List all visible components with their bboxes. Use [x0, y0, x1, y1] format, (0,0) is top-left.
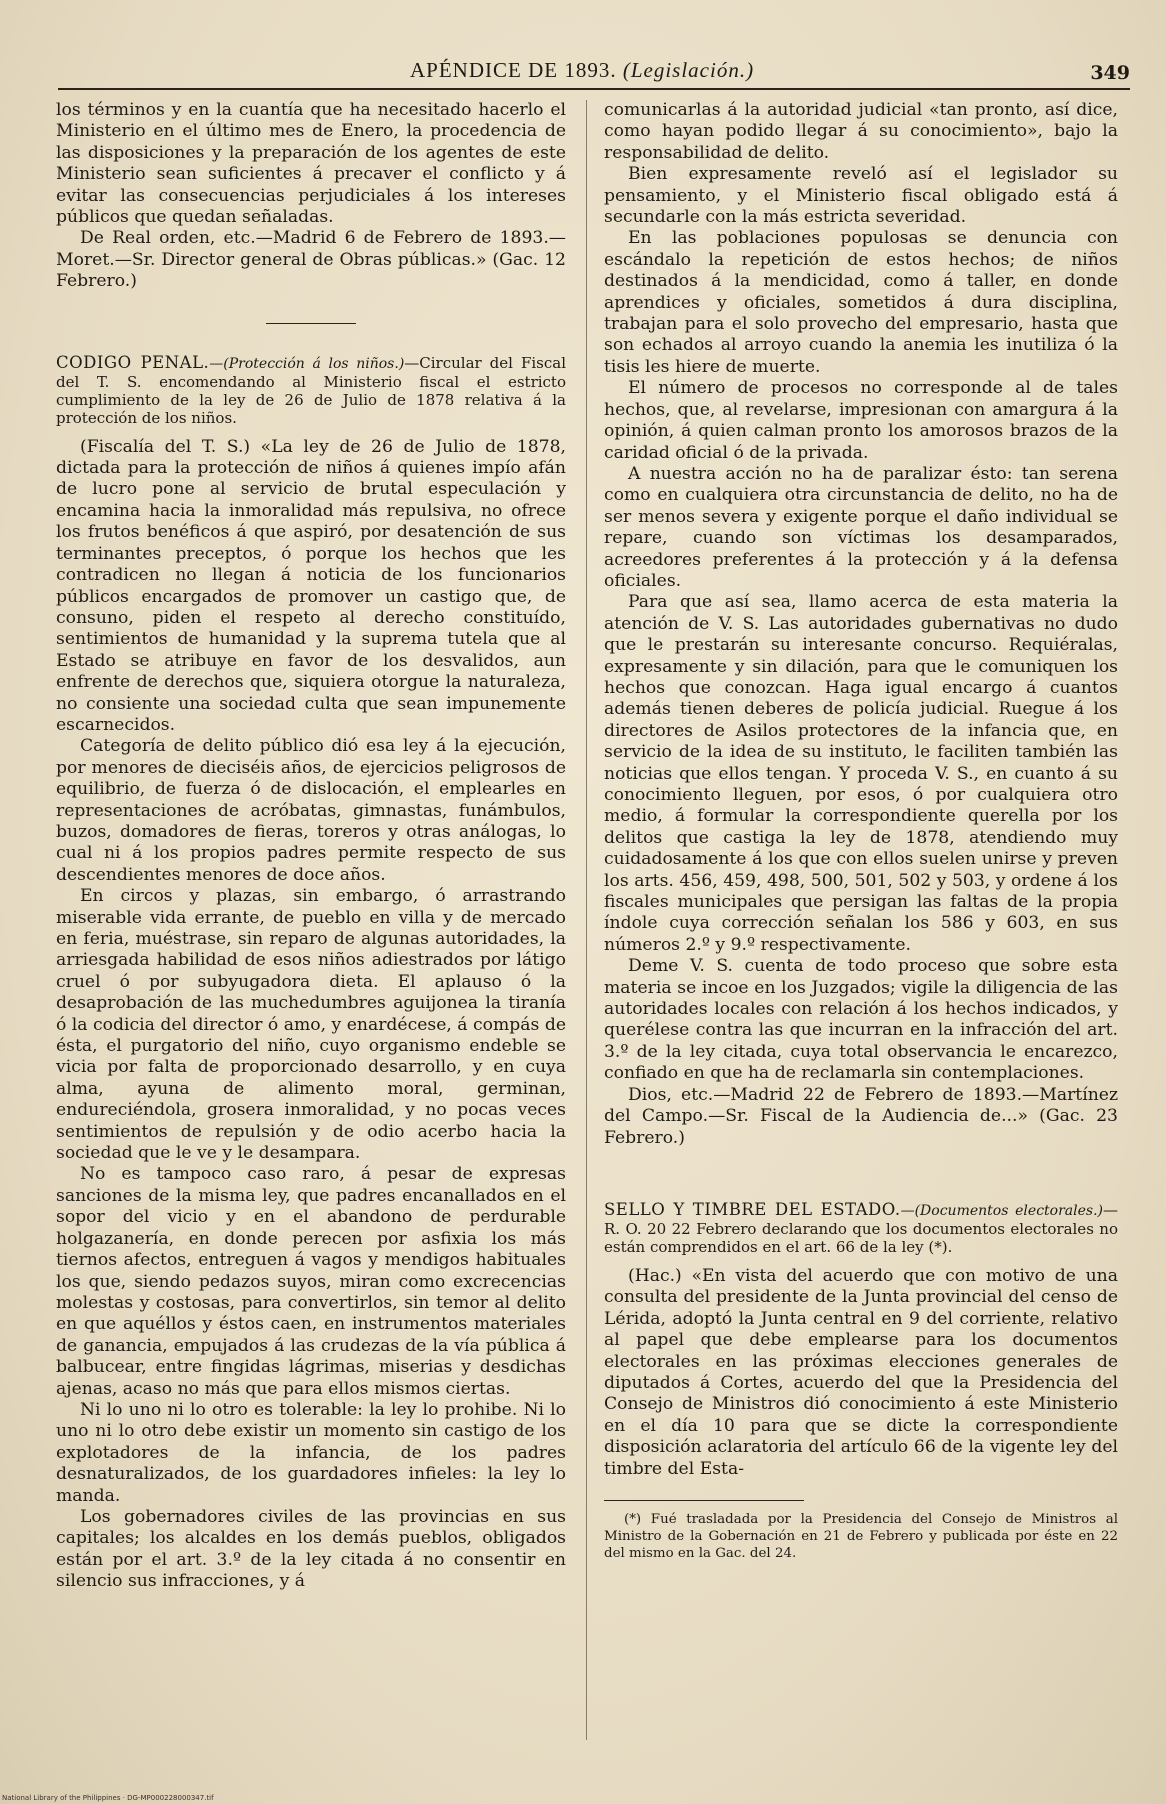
section-separator — [266, 323, 356, 324]
scan-attribution: National Library of the Philippines · DG-MP000228000347.tif — [2, 1794, 214, 1802]
paragraph: No es tampoco caso raro, á pesar de expresas sanciones de la misma ley, que padres encanallados en el sopor del vicio y en el abandono de perdurable holgazanería, en donde perecen por asfixia los más tiernos afectos, entreguen á vagos y mendigos habituales los que, siendo pedazos suyos, miran como excrecencias molestas y costosas, para convertirlos, sin temor al delito en que aquéllos y éstos caen, en instrumentos materiales de ganancia, empujados á las crudezas de la vía pública á balbucear, entre fingidas lágrimas, miserias y desdichas ajenas, acaso no más que para ellos mismos ciertas. — [56, 1164, 566, 1399]
paragraph: Bien expresamente reveló así el legislador su pensamiento, y el Ministerio fiscal obligado está á secundarle con la más estricta severidad. — [604, 164, 1118, 228]
paragraph: los términos y en la cuantía que ha necesitado hacerlo el Ministerio en el último mes de Enero, la procedencia de las disposiciones y la preparación de los agentes de este Ministerio sean suficientes á precaver el conflicto y á evitar las consecuencias perjudiciales á los intereses públicos que quedan señaladas. — [56, 100, 566, 228]
paragraph: En las poblaciones populosas se denuncia con escándalo la repetición de estos hechos; de niños destinados á la mendicidad, como á taller, en donde aprendices y oficiales, sometidos á dura disciplina, trabajan para el solo provecho del empresario, hasta que son echados al arroyo cuando la anemia les inutiliza ó la tisis les hiere de muerte. — [604, 228, 1118, 377]
header-rule — [58, 88, 1130, 90]
left-column — [56, 100, 566, 1593]
column-divider — [586, 100, 587, 1740]
paragraph: Dios, etc.—Madrid 22 de Febrero de 1893.—Martínez del Campo.—Sr. Fiscal de la Audiencia de...» (Gac. 23 Febrero.) — [604, 1084, 1118, 1148]
paragraph: Deme V. S. cuenta de todo proceso que sobre esta materia se incoe en los Juzgados; vigile la diligencia de las autoridades locales con relación á los hechos indicados, y querélese contra las que incurran en la infracción del art. 3.º de la ley citada, cuya total observancia le encarezco, confiado en que ha de reclamarla sin contemplaciones. — [604, 956, 1118, 1084]
paragraph: (Fiscalía del T. S.) «La ley de 26 de Julio de 1878, dictada para la protección de niños á quienes impío afán de lucro pone al servicio de brutal especulación y encamina hacia la inmoralidad más repulsiva, no ofrece los frutos benéficos á que aspiró, por desatención de sus terminantes preceptos, ó porque los hechos que les contradicen no llegan á noticia de los funcionarios públicos encargados de promover un castigo que, de consuno, piden el respeto al derecho constituído, sentimientos de humanidad y la suprema tutela que al Estado se atribuye en favor de los desvalidos, aun enfrente de derechos que, siquiera otorgue la naturaleza, no consiente una sociedad culta que sean impunemente escarnecidos. — [56, 436, 566, 735]
paragraph: A nuestra acción no ha de paralizar ésto: tan serena como en cualquiera otra circunstancia de delito, no ha de ser menos severa y exigente porque el daño individual se repare, cuando son víctimas los desamparados, acreedores preferentes á la protección y á la defensa oficiales. — [604, 463, 1118, 591]
footnote: (*) Fué trasladada por la Presidencia del Consejo de Ministros al Ministro de la Gobernación en 21 de Febrero y publicada por éste en 22 del mismo en la Gac. del 24. — [604, 1511, 1118, 1561]
paragraph: Para que así sea, llamo acerca de esta materia la atención de V. S. Las autoridades gubernativas no dudo que le prestarán su interesante concurso. Requiéralas, expresamente y sin dilación, para que le comuniquen los hechos que conozcan. Haga igual encargo á cuantos además tienen deberes de policía judicial. Ruegue á los directores de Asilos protectores de la infancia que, en servicio de la idea de su instituto, le faciliten también las noticias que ellos tengan. Y proceda V. S., en cuanto á su conocimiento lleguen, por esos, ó por cualquiera otro medio, á formular la correspondiente querella por los delitos que castiga la ley de 1878, atendiendo muy cuidadosamente á los que con ellos suelen unirse y preven los arts. 456, 459, 498, 500, 501, 502 y 503, y ordene á los fiscales municipales que persigan las faltas de la propia índole cuya corrección señalan los 586 y 603, en sus números 2.º y 9.º respectivamente. — [604, 592, 1118, 955]
entry-heading-codigo-penal: CODIGO PENAL.—(Protección á los niños.)—Circular del Fiscal del T. S. encomendando al Ministerio fiscal el estricto cumplimiento de la ley de 26 de Julio de 1878 relativa á la protección de los niños. — [56, 352, 566, 427]
entry-heading-sello-timbre: SELLO Y TIMBRE DEL ESTADO.—(Documentos electorales.)—R. O. 20 22 Febrero declarando que los documentos electorales no están comprendidos en el art. 66 de la ley (*). — [604, 1199, 1118, 1256]
paragraph: Categoría de delito público dió esa ley á la ejecución, por menores de dieciséis años, de ejercicios peligrosos de equilibrio, de fuerza ó de dislocación, el emplearles en representaciones de acróbatas, gimnastas, funámbulos, buzos, domadores de fieras, toreros y otras análogas, lo cual ni á los propios padres permite respecto de sus descendientes menores de doce años. — [56, 736, 566, 885]
footnote-rule — [604, 1500, 804, 1501]
paragraph: El número de procesos no corresponde al de tales hechos, que, al revelarse, impresionan con amargura á la opinión, á quien calman pronto los amorosos brazos de la caridad oficial ó de la privada. — [604, 378, 1118, 463]
paragraph: De Real orden, etc.—Madrid 6 de Febrero de 1893.—Moret.—Sr. Director general de Obras públicas.» (Gac. 12 Febrero.) — [56, 228, 566, 292]
paragraph: (Hac.) «En vista del acuerdo que con motivo de una consulta del presidente de la Junta provincial del censo de Lérida, adoptó la Junta central en 9 del corriente, relativo al papel que debe emplearse para los documentos electorales en las próximas elecciones generales de diputados á Cortes, acuerdo del que la Presidencia del Consejo de Ministros dió conocimiento á este Ministerio en el día 10 para que se dicte la correspondiente disposición aclaratoria del artículo 66 de la vigente ley del timbre del Esta- — [604, 1265, 1118, 1479]
right-column — [604, 100, 1118, 1562]
running-head: APÉNDICE DE 1893. (Legislación.) — [410, 58, 755, 82]
paragraph: Los gobernadores civiles de las provincias en sus capitales; los alcaldes en los demás pueblos, obligados están por el art. 3.º de la ley citada á no consentir en silencio sus infracciones, y á — [56, 1506, 566, 1592]
page-number: 349 — [1090, 62, 1130, 84]
paragraph: En circos y plazas, sin embargo, ó arrastrando miserable vida errante, de pueblo en villa y de mercado en feria, muéstrase, sin reparo de algunas autoridades, la arriesgada habilidad de esos niños adiestrados por látigo cruel ó por subyugadora dieta. El aplauso ó la desaprobación de las muchedumbres aguijonea la tiranía ó la codicia del director ó amo, y enardécese, á compás de ésta, el purgatorio del niño, cuyo organismo endeble se vicia por falta de proporcionado desarrollo, y en cuya alma, ayuna de alimento moral, germinan, endureciéndola, grosera inmoralidad, y no pocas veces sentimientos de repulsión y de odio acerbo hacia la sociedad que le ve y le desampara. — [56, 886, 566, 1164]
paragraph: comunicarlas á la autoridad judicial «tan pronto, así dice, como hayan podido llegar á su conocimiento», bajo la responsabilidad de delito. — [604, 100, 1118, 163]
paragraph: Ni lo uno ni lo otro es tolerable: la ley lo prohibe. Ni lo uno ni lo otro debe existir un momento sin castigo de los explotadores de la infancia, de los padres desnaturalizados, de los guardadores infieles: la ley lo manda. — [56, 1399, 566, 1506]
